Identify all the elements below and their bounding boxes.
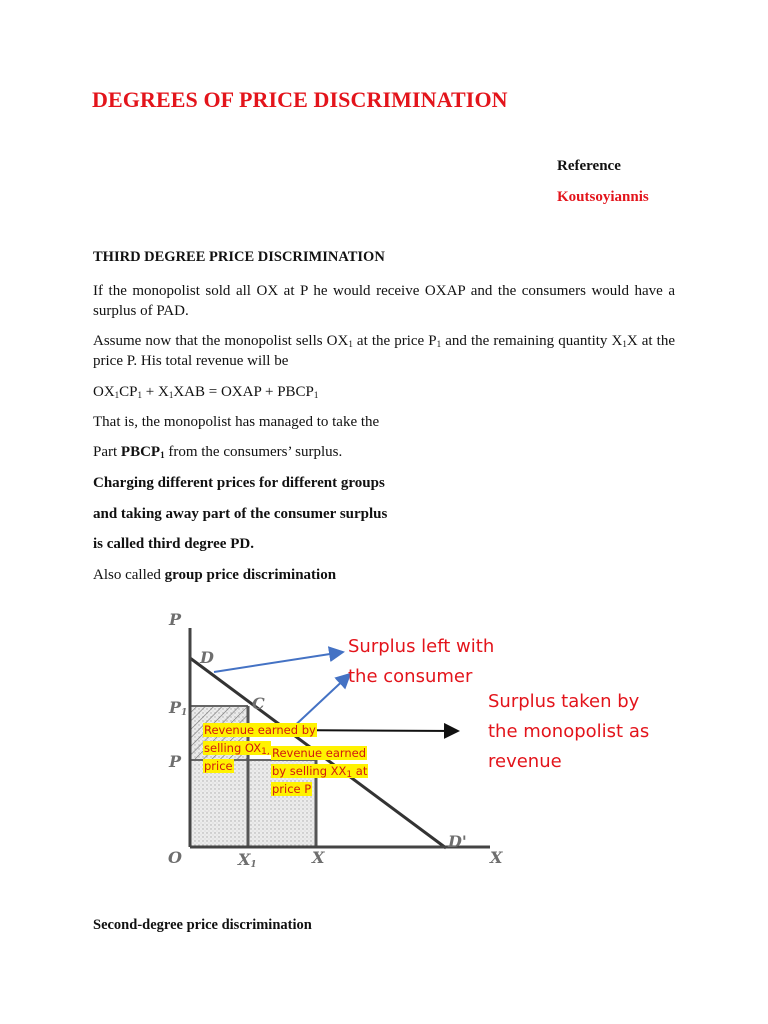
axis-label-o: O bbox=[168, 848, 182, 867]
axis-label-x: X bbox=[312, 848, 325, 867]
revenue-equation: $OX_1CP_1 + X_1XAB$ = OXAP + $PBCP_1$ bbox=[93, 384, 319, 400]
second-degree-heading: Second-degree price discrimination bbox=[93, 917, 312, 933]
section-heading: THIRD DEGREE PRICE DISCRIMINATION bbox=[93, 249, 385, 265]
callout-surplus-taken: Surplus taken by the monopolist as revenue bbox=[488, 691, 650, 772]
label-revenue-ox1: Revenue earned by selling $OX_{1,}$ price bbox=[204, 723, 316, 773]
text-line-1: That is, the monopolist has managed to take the bbox=[93, 414, 380, 430]
reference-author: Koutsoyiannis bbox=[557, 189, 649, 205]
axis-label-p1: $P_1$ bbox=[169, 698, 188, 718]
bold-line-2: and taking away part of the consumer surplus bbox=[93, 506, 388, 522]
axis-label-x1: $X_1$ bbox=[238, 850, 257, 870]
price-discrimination-figure bbox=[150, 600, 670, 890]
paragraph-1: If the monopolist sold all OX at P he would receive OXAP and the consumers would have a surplus of PAD. bbox=[93, 283, 675, 319]
reference-label: Reference bbox=[557, 158, 621, 174]
axis-label-p-top: P bbox=[169, 610, 182, 629]
bold-line-1: Charging different prices for different groups bbox=[93, 475, 385, 491]
text-line-2: Part $PBCP_1$ from the consumers’ surplus. bbox=[93, 444, 343, 460]
axis-label-x-axis: X bbox=[490, 848, 503, 867]
bold-line-3: is called third degree PD. bbox=[93, 536, 254, 552]
axis-label-d-prime: D' bbox=[448, 832, 467, 851]
axis-label-p: P bbox=[169, 752, 182, 771]
also-called-line: Also called group price discrimination bbox=[93, 567, 337, 583]
paragraph-2: Assume now that the monopolist sells $OX_1$ at the price $P_1$ and the remaining quantity $X_1X$ at the price P. His total revenue will be bbox=[93, 333, 675, 369]
callout-surplus-left: Surplus left with the consumer bbox=[348, 636, 495, 687]
blue-arrow-1 bbox=[214, 652, 343, 672]
axis-label-c: C bbox=[252, 694, 265, 713]
axis-label-d: D bbox=[200, 648, 214, 667]
label-revenue-xx1: Revenue earned by selling $XX_1$ at price P bbox=[272, 746, 368, 796]
page-title: DEGREES OF PRICE DISCRIMINATION bbox=[92, 87, 508, 112]
